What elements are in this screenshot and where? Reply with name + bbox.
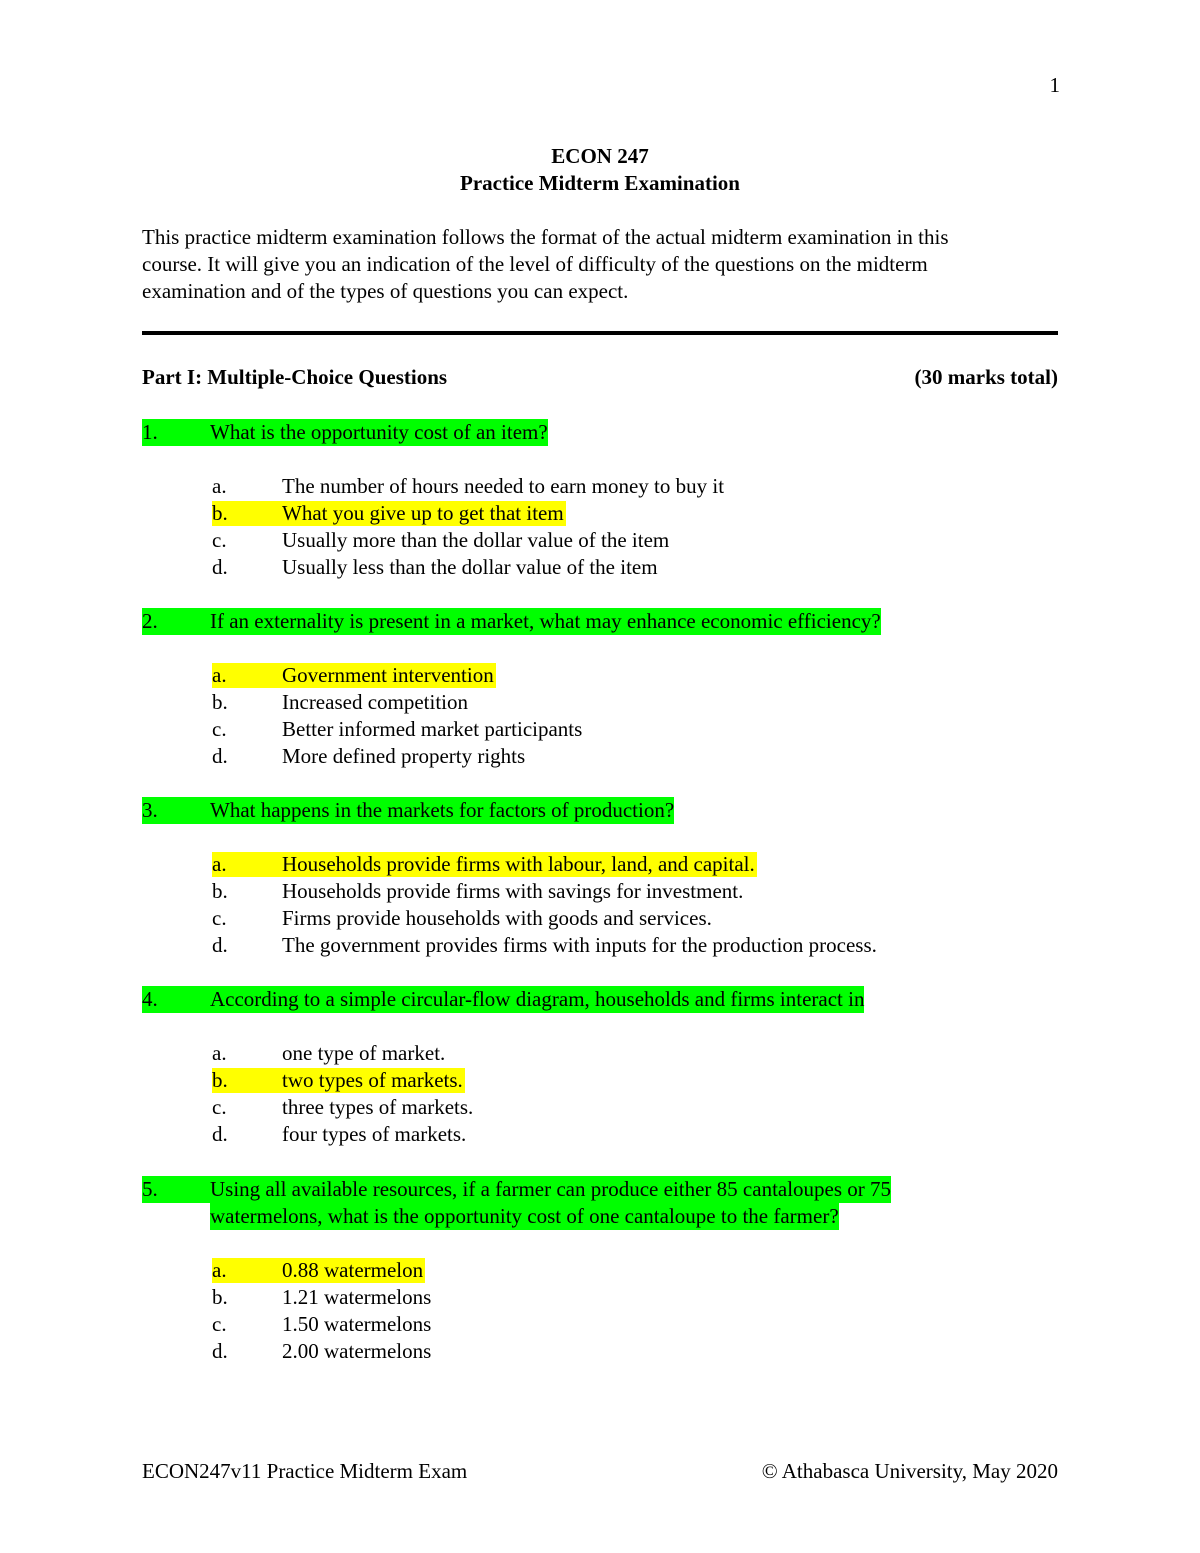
question-highlight: [142, 986, 864, 1013]
question-highlight: [142, 608, 881, 635]
answer-option: [142, 851, 1058, 878]
answer-option: [142, 1121, 1058, 1148]
question-line: [142, 1203, 1058, 1230]
option-text: Households provide firms with savings for investment.: [282, 879, 744, 903]
title-block: [142, 143, 1058, 197]
answer-option: [142, 1040, 1058, 1067]
option-text: What you give up to get that item: [282, 501, 564, 525]
option-text: three types of markets.: [282, 1095, 474, 1119]
footer-copyright: © Athabasca University, May 2020: [761, 1459, 1058, 1483]
answer-option: [142, 689, 1058, 716]
question-text: If an externality is present in a market, what may enhance economic efficiency?: [210, 609, 881, 633]
answer-option: [142, 1311, 1058, 1338]
question-1: [142, 419, 1058, 581]
question-line: [142, 986, 1058, 1013]
option-text: Better informed market participants: [282, 717, 583, 741]
answer-option: [142, 1067, 1058, 1094]
question-line: [142, 1176, 1058, 1203]
option-text: The government provides firms with inputs for the production process.: [282, 933, 877, 957]
question-line: [142, 608, 1058, 635]
option-text: Increased competition: [282, 690, 469, 714]
option-text: 1.50 watermelons: [282, 1312, 432, 1336]
question-highlight: [210, 1203, 839, 1230]
answer-option: [142, 527, 1058, 554]
answer-option: [142, 662, 1058, 689]
option-text: one type of market.: [282, 1041, 446, 1065]
answer-option: [142, 1284, 1058, 1311]
option-label: c.: [212, 906, 227, 930]
option-label: a.: [212, 1041, 227, 1065]
option-label: a.: [212, 663, 227, 687]
option-text: 2.00 watermelons: [282, 1339, 432, 1363]
option-text: Government intervention: [282, 663, 494, 687]
intro-line: course. It will give you an indication of the level of difficulty of the questions on the midterm: [142, 252, 928, 276]
answer-option: [142, 743, 1058, 770]
question-number: 4.: [142, 987, 158, 1011]
option-text: four types of markets.: [282, 1122, 467, 1146]
intro-line: examination and of the types of questions you can expect.: [142, 279, 629, 303]
part-header: [142, 364, 1058, 391]
option-label: a.: [212, 1258, 227, 1282]
intro-line: This practice midterm examination follows the format of the actual midterm examination in this: [142, 225, 949, 249]
option-label: c.: [212, 528, 227, 552]
question-3: [142, 797, 1058, 959]
option-label: d.: [212, 555, 228, 579]
answer-option: [142, 1338, 1058, 1365]
option-label: c.: [212, 1095, 227, 1119]
question-highlight: [142, 419, 548, 446]
question-text: Using all available resources, if a farmer can produce either 85 cantaloupes or 75: [210, 1177, 892, 1201]
question-5: [142, 1176, 1058, 1365]
option-label: d.: [212, 744, 228, 768]
question-number: 3.: [142, 798, 158, 822]
question-highlight: [142, 1176, 891, 1203]
answer-option: [142, 554, 1058, 581]
answer-option: [142, 473, 1058, 500]
question-text: According to a simple circular-flow diagram, households and firms interact in: [210, 987, 865, 1011]
question-4: [142, 986, 1058, 1148]
option-text: 0.88 watermelon: [282, 1258, 424, 1282]
option-label: a.: [212, 474, 227, 498]
option-label: d.: [212, 933, 228, 957]
option-label: b.: [212, 879, 228, 903]
question-number: 5.: [142, 1177, 158, 1201]
question-number: 1.: [142, 420, 158, 444]
option-label: c.: [212, 1312, 227, 1336]
option-label: b.: [212, 501, 228, 525]
option-text: Usually less than the dollar value of the item: [282, 555, 658, 579]
part-marks: (30 marks total): [914, 365, 1058, 389]
option-text: More defined property rights: [282, 744, 526, 768]
part-title: Part I: Multiple-Choice Questions: [142, 365, 448, 389]
answer-option: [142, 932, 1058, 959]
option-text: Households provide firms with labour, land, and capital.: [282, 852, 755, 876]
question-text: watermelons, what is the opportunity cost of one cantaloupe to the farmer?: [210, 1204, 839, 1228]
option-label: a.: [212, 852, 227, 876]
intro-paragraph: [142, 224, 1058, 305]
question-2: [142, 608, 1058, 770]
option-text: Firms provide households with goods and services.: [282, 906, 712, 930]
option-label: d.: [212, 1339, 228, 1363]
exam-title: Practice Midterm Examination: [460, 171, 740, 195]
answer-option: [142, 1094, 1058, 1121]
question-number: 2.: [142, 609, 158, 633]
option-label: b.: [212, 1285, 228, 1309]
question-text: What happens in the markets for factors of production?: [210, 798, 675, 822]
answer-option: [142, 500, 1058, 527]
answer-option: [142, 716, 1058, 743]
page-number: 1: [1049, 73, 1060, 97]
horizontal-rule: [142, 331, 1058, 335]
answer-option: [142, 878, 1058, 905]
option-text: 1.21 watermelons: [282, 1285, 432, 1309]
question-highlight: [142, 797, 674, 824]
option-text: Usually more than the dollar value of the item: [282, 528, 670, 552]
question-line: [142, 797, 1058, 824]
option-text: two types of markets.: [282, 1068, 463, 1092]
option-label: c.: [212, 717, 227, 741]
option-label: b.: [212, 1068, 228, 1092]
option-label: d.: [212, 1122, 228, 1146]
answer-option: [142, 1257, 1058, 1284]
question-line: [142, 419, 1058, 446]
course-code: ECON 247: [551, 144, 649, 168]
option-label: b.: [212, 690, 228, 714]
question-text: What is the opportunity cost of an item?: [210, 420, 548, 444]
answer-option: [142, 905, 1058, 932]
option-text: The number of hours needed to earn money to buy it: [282, 474, 725, 498]
footer-course: ECON247v11 Practice Midterm Exam: [142, 1459, 468, 1483]
